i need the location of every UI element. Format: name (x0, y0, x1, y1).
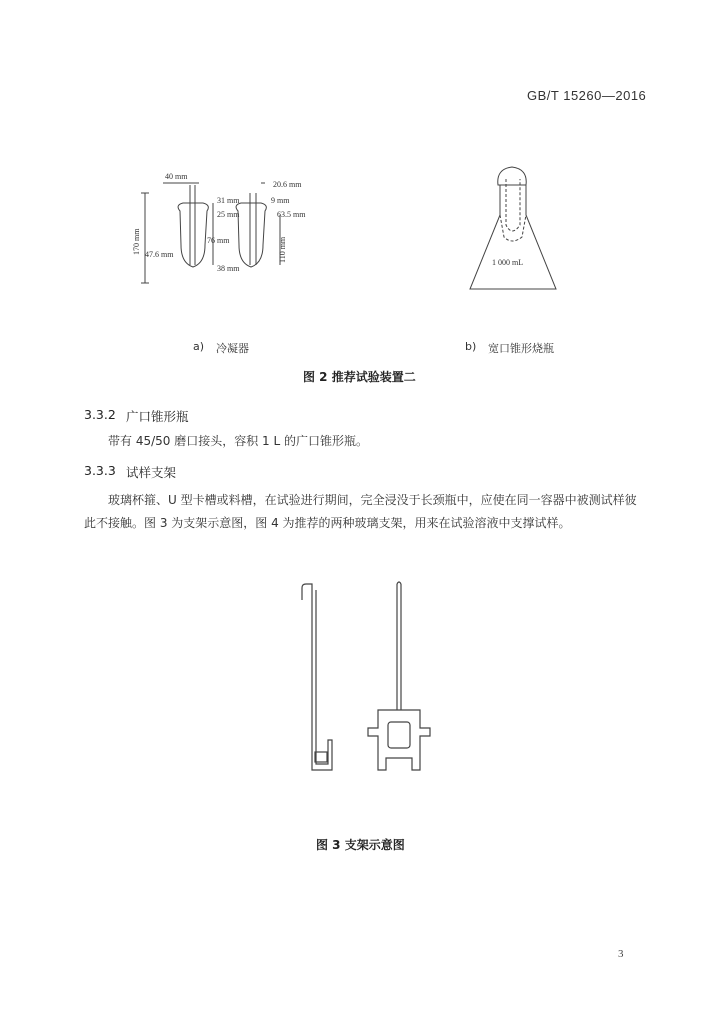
section-332-title: 广口锥形瓶 (126, 409, 189, 424)
dim-40: 40 mm (165, 172, 188, 181)
figure3-caption: 图 3 支架示意图 (316, 838, 405, 852)
dim-76: 76 mm (207, 236, 230, 245)
fig2a-title: 冷凝器 (216, 342, 249, 355)
condenser-drawing (125, 165, 325, 295)
dim-110: 110 mm (278, 236, 287, 263)
section-333-title: 试样支架 (126, 465, 177, 480)
dim-38: 38 mm (217, 264, 240, 273)
support-frames-drawing (290, 580, 450, 780)
flask-drawing (460, 155, 570, 305)
fig2b-label: b) (465, 340, 477, 353)
dim-31: 31 mm (217, 196, 240, 205)
page-number: 3 (618, 948, 624, 960)
dim-20: 20.6 mm (273, 180, 302, 189)
fig2a-label: a) (193, 340, 205, 353)
dim-9: 9 mm (271, 196, 290, 205)
flask-volume: 1 000 mL (492, 258, 524, 267)
section-333-text: 玻璃杯箍、U 型卡槽或料槽，在试验进行期间，完全浸没于长颈瓶中，应使在同一容器中被测试样彼此不接触。图 3 为支架示意图，图 4 为推荐的两种玻璃支架，用来在试验溶液中支撑试样。 (84, 493, 637, 530)
section-333-number: 3.3.3 (84, 463, 116, 478)
fig2b-title: 宽口锥形烧瓶 (488, 342, 554, 355)
dim-25: 25 mm (217, 210, 240, 219)
dim-47: 47.6 mm (145, 250, 174, 259)
section-332-number: 3.3.2 (84, 407, 116, 422)
section-332-text: 带有 45/50 磨口接头，容积 1 L 的广口锥形瓶。 (108, 434, 368, 448)
dim-63: 63.5 mm (277, 210, 306, 219)
dim-170: 170 mm (132, 228, 141, 255)
figure2-caption: 图 2 推荐试验装置二 (303, 370, 416, 384)
standard-code: GB/T 15260—2016 (527, 88, 647, 103)
